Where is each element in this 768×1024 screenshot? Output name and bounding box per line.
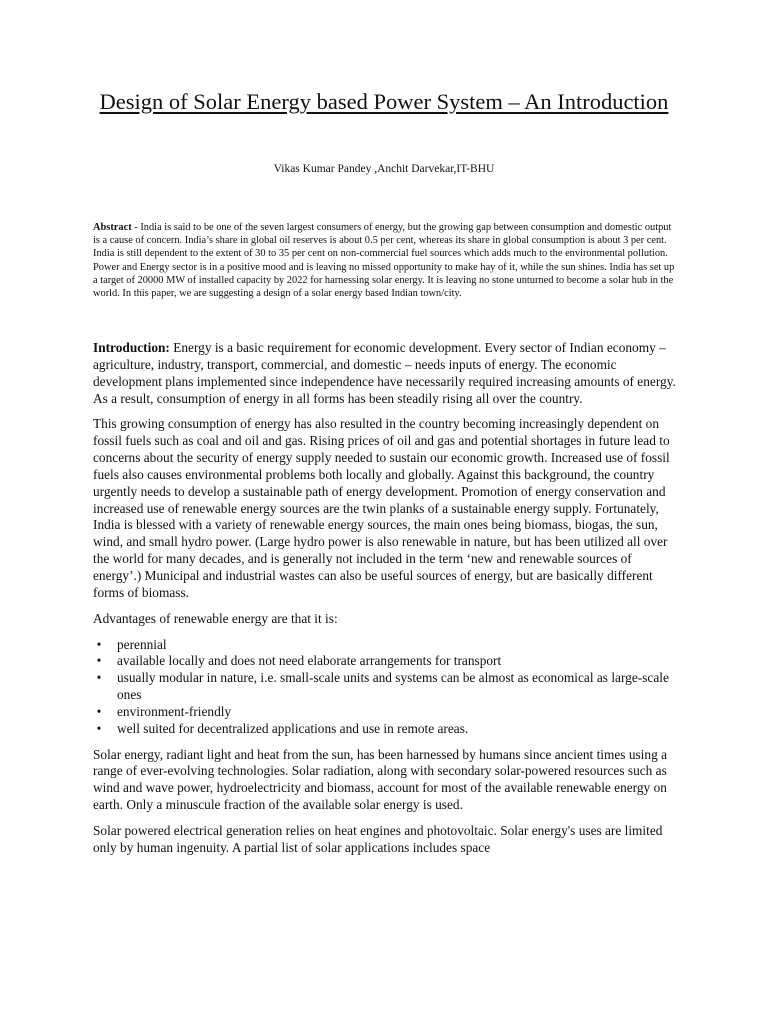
bullet-icon: • — [96, 670, 102, 686]
list-item-text: perennial — [117, 636, 167, 652]
list-item — [96, 653, 681, 670]
solar-energy-paragraph: Solar energy, radiant light and heat from the sun, has been harnessed by humans since ancient times using a range of ever-evolving technologies. Solar radiation, along with secondary solar-powered resources such as wind and wave power, hydroelectricity and biomass, account for most of the available renewable energy on earth. Only a minuscule fraction of the available solar energy is used. — [93, 746, 667, 813]
list-item-text: available locally and does not need elaborate arrangements for transport — [117, 653, 502, 669]
list-item-text: well suited for decentralized applications and use in remote areas. — [117, 720, 469, 736]
list-item-text: usually modular in nature, i.e. small-scale units and systems can be almost as economical as large-scale ones — [117, 670, 669, 703]
body-text — [93, 340, 681, 866]
list-item — [96, 703, 681, 721]
list-item — [96, 670, 681, 704]
advantages-list — [93, 637, 681, 738]
intro-label: Introduction: — [93, 340, 170, 355]
bullet-icon: • — [96, 720, 102, 736]
list-item — [96, 636, 681, 654]
abstract-text: - India is said to be one of the seven largest consumers of energy, but the growing gap between consumption and domestic output is a cause of concern. India’s share in global oil reserves is about 0.5 per cent, whereas its share in global consumption is about 3 per cent. India is still dependent to the extent of 30 to 35 per cent on non-commercial fuel sources which adds much to the environmental pollution. Power and Energy sector is in a positive mood and is leaving no missed opportunity to make hay of it, while the sun shines. India has set up a target of 20000 MW of installed capacity by 2022 for harnessing solar energy. It is leaving no stone unturned to become a solar hub in the world. In this paper, we are suggesting a design of a solar energy based Indian town/city. — [93, 222, 675, 300]
intro-text: Energy is a basic requirement for economic development. Every sector of Indian economy – agriculture, industry, transport, commercial, and domestic – needs inputs of energy. The economic development plans implemented since independence have necessarily required increasing amounts of energy. As a result, consumption of energy in all forms has been steadily rising all over the country. — [93, 340, 676, 406]
list-item-text: environment-friendly — [117, 703, 232, 719]
author-line: Vikas Kumar Pandey ,Anchit Darvekar,IT-BHU — [273, 163, 495, 175]
abstract-paragraph — [93, 221, 678, 300]
fossil-fuel-paragraph: This growing consumption of energy has also resulted in the country becoming increasingly dependent on fossil fuels such as coal and oil and gas. Rising prices of oil and gas and potential shortages in future lead to concerns about the security of energy supply needed to sustain our economic growth. Increased use of fossil fuels also causes environmental problems both locally and globally. Against this background, the country urgently needs to develop a sustainable path of energy development. Promotion of energy conservation and increased use of renewable energy sources are the twin planks of a sustainable energy supply. Fortunately, India is blessed with a variety of renewable energy sources, the main ones being biomass, biogas, the sun, wind, and small hydro power. (Large hydro power is also renewable in nature, but has been utilized all over the world for many decades, and is generally not included in the term ‘new and renewable sources of energy’.) Municipal and industrial wastes can also be useful sources of energy, but are basically different forms of biomass. — [93, 416, 670, 600]
advantages-intro: Advantages of renewable energy are that it is: — [93, 610, 338, 626]
abstract-label: Abstract — [93, 222, 132, 233]
paper-title: Design of Solar Energy based Power System – An Introduction — [99, 89, 669, 114]
list-item — [96, 720, 681, 738]
bullet-icon: • — [96, 703, 102, 719]
intro-paragraph — [93, 340, 681, 407]
bullet-icon: • — [96, 636, 102, 652]
solar-generation-paragraph: Solar powered electrical generation relies on heat engines and photovoltaic. Solar energy's uses are limited only by human ingenuity. A partial list of solar applications includes space — [93, 822, 663, 855]
bullet-icon: • — [96, 653, 102, 669]
